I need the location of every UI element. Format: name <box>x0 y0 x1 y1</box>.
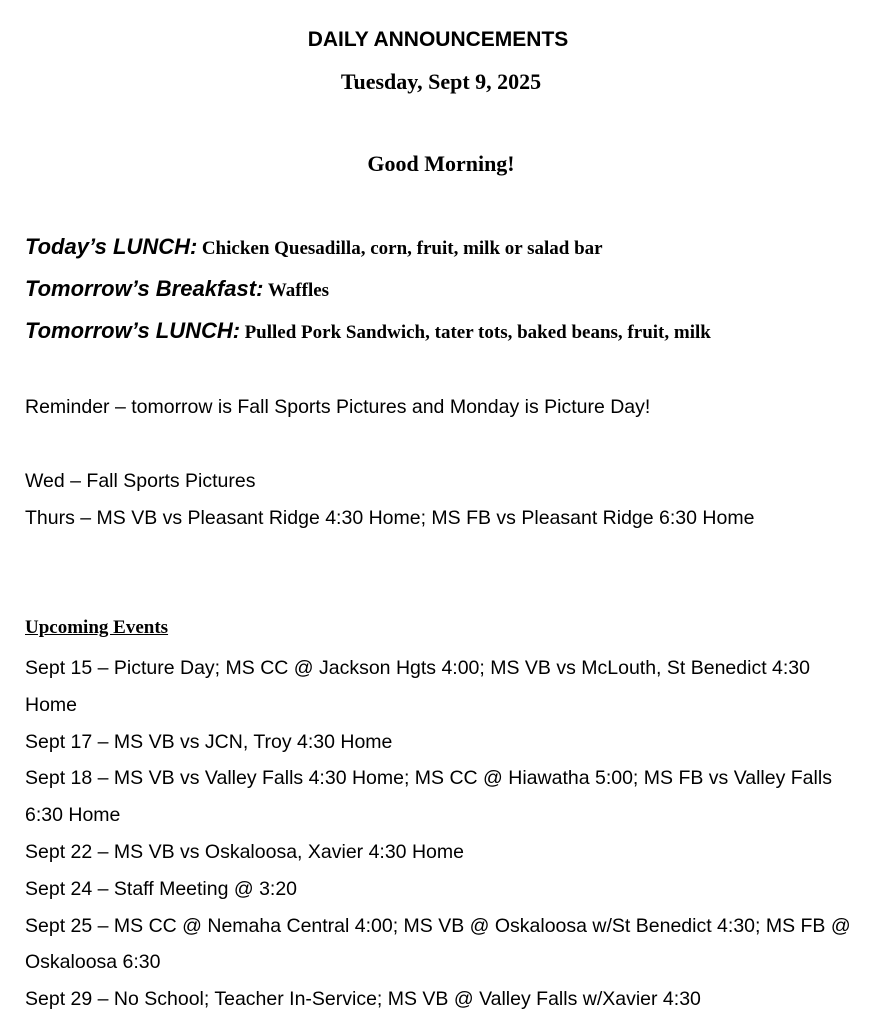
event-sept-15: Sept 15 – Picture Day; MS CC @ Jackson Hgts 4:00; MS VB vs McLouth, St Benedict 4:30 Home <box>25 657 810 716</box>
page-title: DAILY ANNOUNCEMENTS <box>307 28 569 51</box>
menu-label: Tomorrow’s Breakfast: <box>25 276 264 301</box>
reminder-text: Reminder – tomorrow is Fall Sports Pictures and Monday is Picture Day! <box>25 396 651 418</box>
menu-today-lunch <box>25 233 603 264</box>
event-sept-24: Sept 24 – Staff Meeting @ 3:20 <box>25 877 298 900</box>
event-sept-22: Sept 22 – MS VB vs Oskaloosa, Xavier 4:30 Home <box>25 840 464 863</box>
menu-value: Chicken Quesadilla, corn, fruit, milk or salad bar <box>201 238 603 259</box>
event-sept-17: Sept 17 – MS VB vs JCN, Troy 4:30 Home <box>25 730 393 753</box>
announcement-date: Tuesday, Sept 9, 2025 <box>340 69 542 94</box>
upcoming-events-list <box>25 650 865 1018</box>
event-sept-25: Sept 25 – MS CC @ Nemaha Central 4:00; MS VB @ Oskaloosa w/St Benedict 4:30; MS FB @ Oskaloosa 6:30 <box>25 914 851 974</box>
week-item-wed: Wed – Fall Sports Pictures <box>25 470 256 492</box>
menu-value: Pulled Pork Sandwich, tater tots, baked beans, fruit, milk <box>244 322 711 343</box>
menu-label: Today’s LUNCH: <box>25 234 198 259</box>
menu-label: Tomorrow’s LUNCH: <box>25 318 241 343</box>
event-sept-18: Sept 18 – MS VB vs Valley Falls 4:30 Home; MS CC @ Hiawatha 5:00; MS FB vs Valley Falls 6:30 Home <box>25 767 832 827</box>
upcoming-events-heading: Upcoming Events <box>25 617 169 638</box>
menu-tomorrow-lunch <box>25 317 711 348</box>
menu-tomorrow-breakfast <box>25 275 329 306</box>
week-item-thurs: Thurs – MS VB vs Pleasant Ridge 4:30 Home; MS FB vs Pleasant Ridge 6:30 Home <box>25 507 755 529</box>
event-sept-29: Sept 29 – No School; Teacher In-Service; MS VB @ Valley Falls w/Xavier 4:30 <box>25 988 701 1011</box>
menu-value: Waffles <box>267 280 330 301</box>
greeting: Good Morning! <box>367 151 515 176</box>
